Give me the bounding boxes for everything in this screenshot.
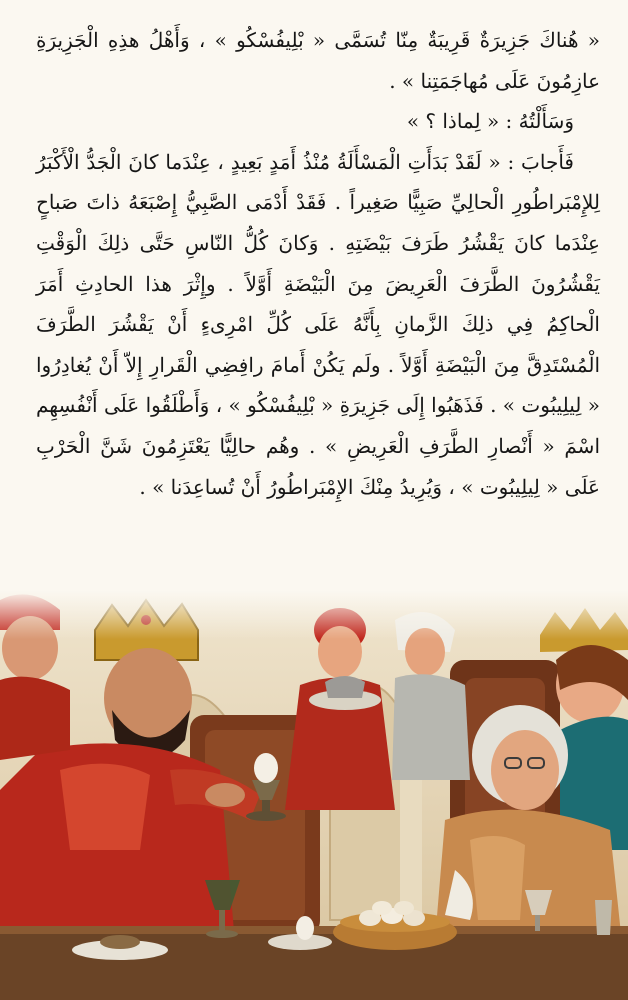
paragraph-2: وَسَأَلْتُهُ : « لِماذا ؟ » [406,109,574,134]
paragraph-1: « هُناكَ جَزِيرَةٌ قَرِيبَةٌ مِنّا تُسَمَّى « بْلِيفُسْكُو » ، وَأَهْلُ هذِهِ الْجَزِيرَةِ عازِمُونَ عَلَى مُهاجَمَتِنا » . [36,28,600,93]
paragraph-3: فَأَجابَ : « لَقَدْ بَدَأَتِ الْمَسْأَلَةُ مُنْذُ أَمَدٍ بَعِيدٍ ، عِنْدَما كانَ الْجَدُّ الْأَكْبَرُ لِلإِمْبَراطُورِ الْحالِيِّ صَبِيًّا صَغِيراً . فَقَدْ أَدْمَى الصَّبِيُّ إِصْبَعَهُ ذاتَ صَباحٍ عِنْدَما كانَ يَقْشُرُ طَرَفَ بَيْضَتِهِ . وَكانَ كُلُّ النّاسِ حَتَّى ذلِكَ الْوَقْتِ يَقْشُرُونَ الطَّرَفَ الْعَرِيضَ مِنَ الْبَيْضَةِ أَوَّلاً . وإِثْرَ هذا الحادِثِ أَمَرَ الْحاكِمُ فِي ذلِكَ الزَّمانِ بِأَنَّهُ عَلَى كُلِّ امْرِىءٍ أَنْ يَقْشُرَ الطَّرَفَ الْمُسْتَدِقَّ مِنَ الْبَيْضَةِ أَوَّلاً . ولَم يَكُنْ أَمامَ رافِضِي الْقَرارِ إِلاّ أَنْ يُغادِرُوا « لِيلِيبُوت » . فَذَهَبُوا إِلَى جَزِيرَةِ « بْلِيفُسْكُو » ، وَأَطْلَقُوا عَلَى أَنْفُسِهِم اسْمَ « أَنْصارِ الطَّرَفِ الْعَرِيضِ » . وهُم حالِيًّا يَعْتَزِمُونَ شَنَّ الْحَرْبِ عَلَى « لِيلِيبُوت » ، وَيُرِيدُ مِنْكَ الإِمْبَراطُورُ أَنْ تُساعِدَنا » . [36,149,600,499]
story-text [36,20,600,507]
royal-banquet-egg-illustration-icon [0,590,628,1000]
